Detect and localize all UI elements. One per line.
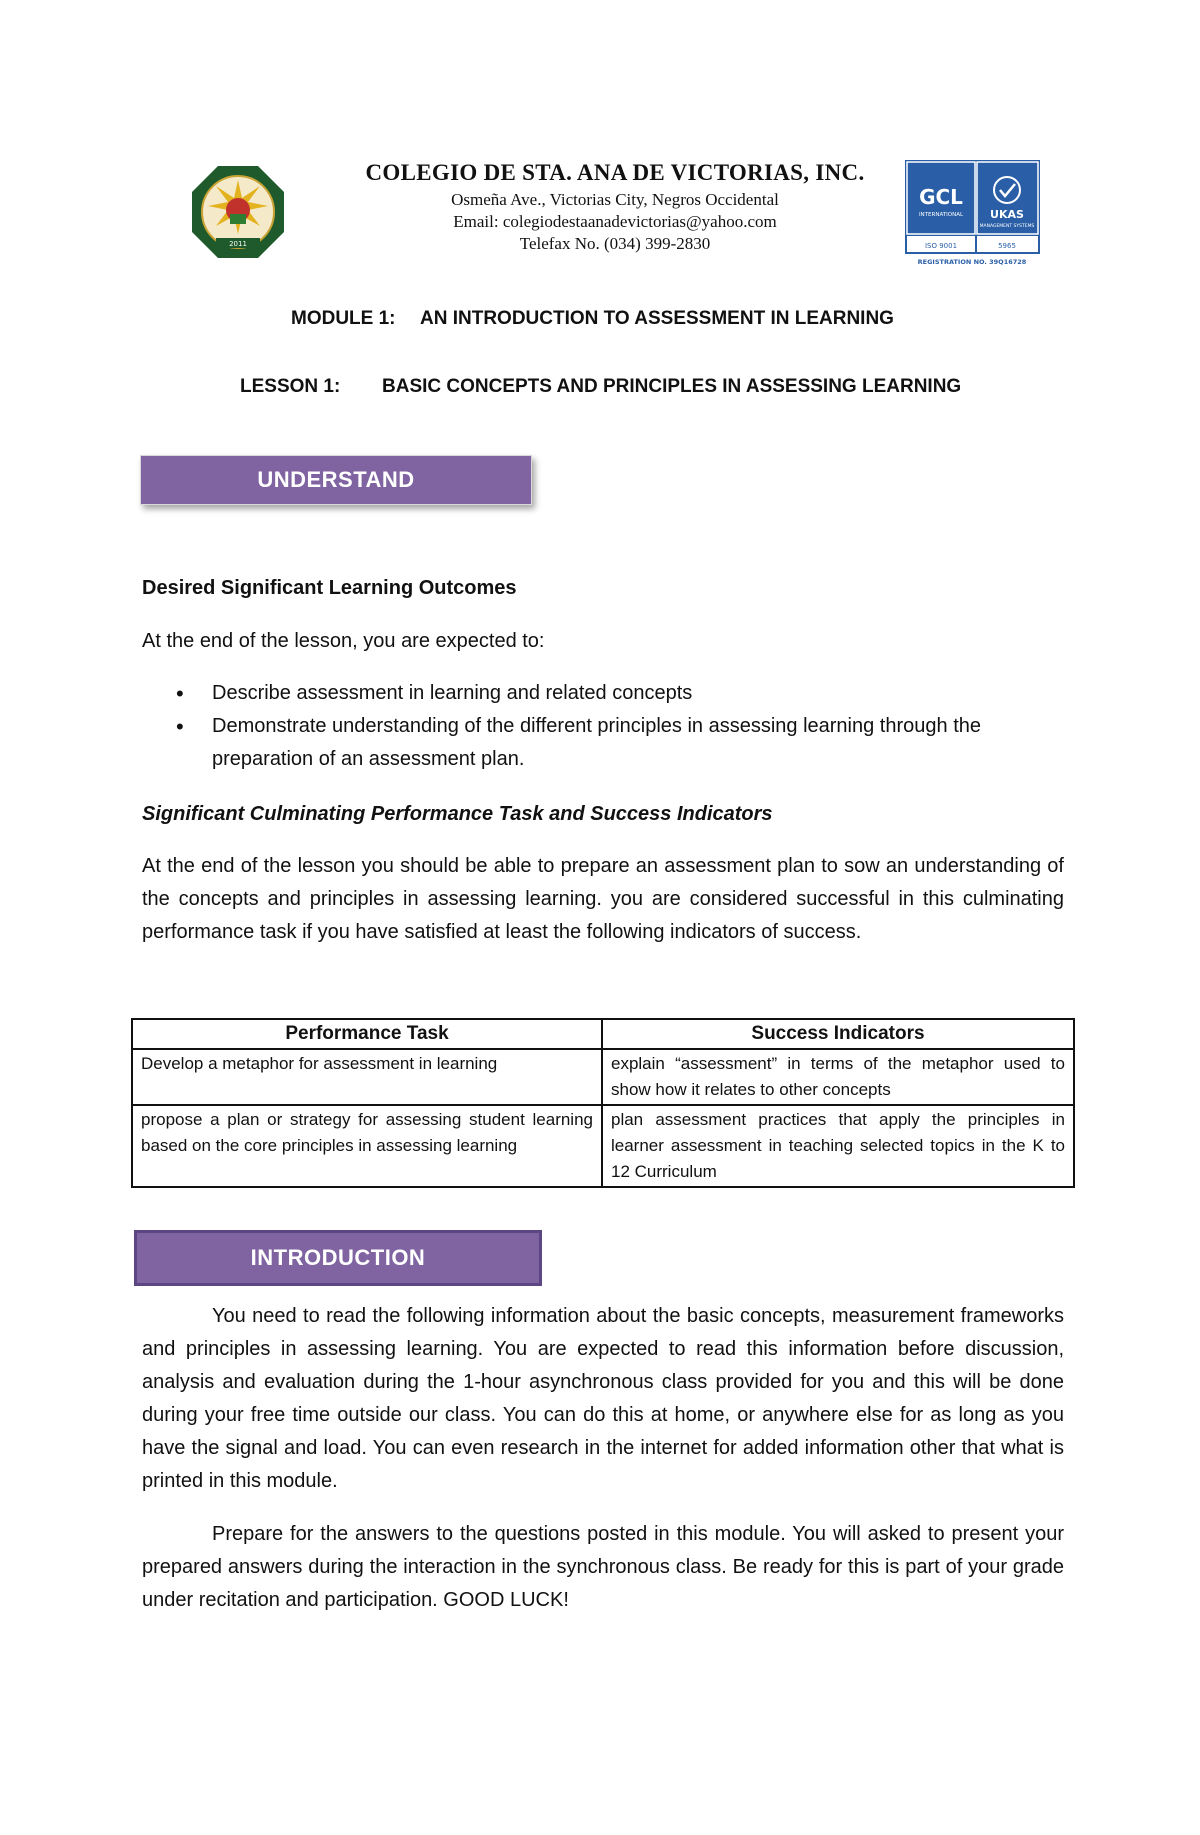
school-email: Email: colegiodestaanadevictorias@yahoo.com [453,212,777,231]
svg-text:REGISTRATION NO. 39Q16728: REGISTRATION NO. 39Q16728 [917,258,1027,266]
school-telefax: Telefax No. (034) 399-2830 [519,234,711,253]
module-title: AN INTRODUCTION TO ASSESSMENT IN LEARNING [420,308,894,329]
svg-text:INTERNATIONAL: INTERNATIONAL [918,212,964,218]
school-seal-logo [190,164,286,260]
list-item: • Demonstrate understanding of the different principles in assessing learning through the preparation of an assessment plan. [142,710,1064,776]
svg-text:MANAGEMENT SYSTEMS: MANAGEMENT SYSTEMS [979,224,1035,229]
table-header-row [132,1019,1074,1049]
table-cell: plan assessment practices that apply the principles in learner assessment in teaching selected topics in the K to 12 Curriculum [602,1105,1074,1187]
certification-logo [905,160,1040,268]
header-performance-task: Performance Task [132,1019,602,1049]
outcomes-intro: At the end of the lesson, you are expected to: [142,630,545,652]
lesson-title: BASIC CONCEPTS AND PRINCIPLES IN ASSESSING LEARNING [382,376,962,397]
school-name: COLEGIO DE STA. ANA DE VICTORIAS, INC. [365,160,865,185]
table-cell: explain “assessment” in terms of the metaphor used to show how it relates to other concepts [602,1049,1074,1105]
svg-text:5965: 5965 [998,242,1016,250]
table-row [132,1105,1074,1187]
header-success-indicators: Success Indicators [602,1019,1074,1049]
table-cell: Develop a metaphor for assessment in learning [132,1049,602,1105]
introduction-paragraph-2: Prepare for the answers to the questions posted in this module. You will asked to present your prepared answers during the interaction in the synchronous class. Be ready for this is part of your grade under recitation and participation. GOOD LUCK! [142,1523,1064,1611]
table-cell: propose a plan or strategy for assessing student learning based on the core principles in assessing learning [132,1105,602,1187]
introduction-paragraph-1: You need to read the following information about the basic concepts, measurement frameworks and principles in assessing learning. You are expected to read this information before discussion, analysis and evaluation during the 1-hour asynchronous class provided for you and this will be done during your free time outside our class. You can do this at home, or anywhere else for as long as you have the signal and load. You can even research in the internet for added information other that what is printed in this module. [142,1305,1064,1492]
table-row [132,1049,1074,1105]
outcomes-heading: Desired Significant Learning Outcomes [142,577,517,599]
module-label: MODULE 1: [291,308,396,329]
svg-text:ISO 9001: ISO 9001 [924,242,958,250]
list-item: • Describe assessment in learning and related concepts [142,677,1064,710]
svg-text:UKAS: UKAS [990,208,1024,221]
culminating-heading: Significant Culminating Performance Task and Success Indicators [142,803,773,825]
understand-banner: UNDERSTAND [140,455,532,505]
svg-text:GCL: GCL [919,185,963,209]
culminating-paragraph: At the end of the lesson you should be able to prepare an assessment plan to sow an understanding of the concepts and principles in assessing learning. you are considered successful in this culminating performance task if you have satisfied at least the following indicators of success. [142,855,1064,943]
seal-year: 2011 [229,240,247,248]
outcomes-list [142,677,1064,776]
introduction-banner: INTRODUCTION [134,1230,542,1286]
school-address: Osmeña Ave., Victorias City, Negros Occidental [451,190,779,209]
lesson-label: LESSON 1: [240,376,341,397]
performance-task-table [131,1018,1075,1188]
